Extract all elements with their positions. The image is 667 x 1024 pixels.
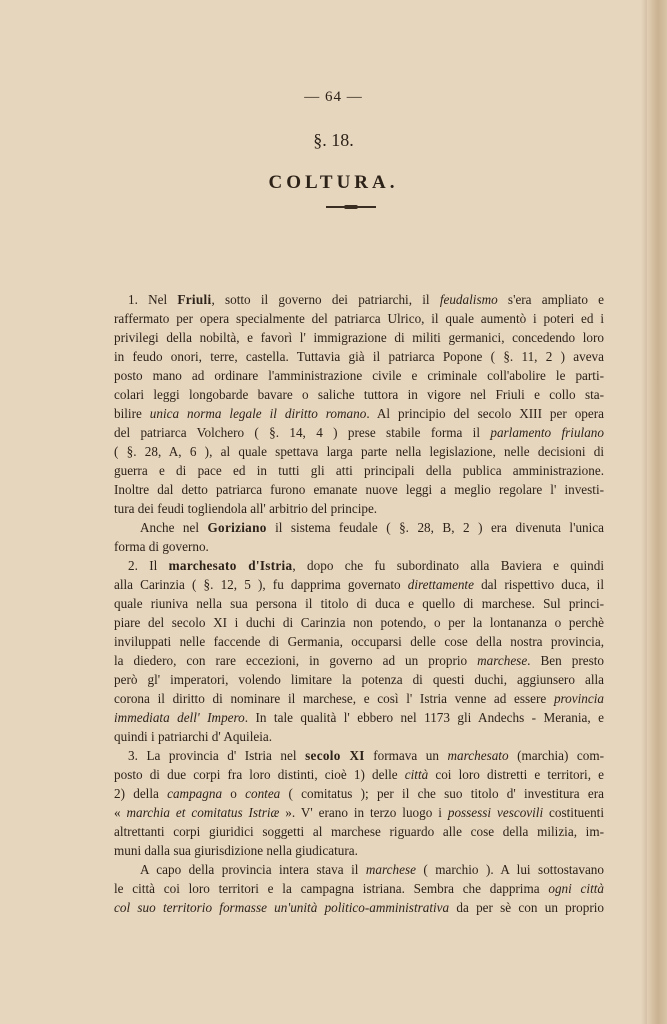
text-run: ( marchio ). A lui sottostavano [415,862,604,877]
text-line [114,613,604,632]
italic-text: immediata dell' Impero [114,710,245,725]
text-run: alla Carinzia ( §. 12, 5 ), fu dapprima governato [114,577,408,592]
text-run: piare del secolo XI i duchi di Carinzia non potendo, o per la lontananza o perchè [114,615,604,630]
text-run: il sistema feudale ( §. 28, B, 2 ) era divenuta l'unica [266,520,604,535]
text-run: corona il diritto di nominare il marchese, e così l' Istria venne ad essere [114,691,554,706]
italic-text: contea [245,786,281,801]
italic-text: unica norma legale il diritto romano [149,406,367,421]
text-run: Inoltre dal detto patriarca furono emanate nuove leggi a meglio regolare l' investi- [114,482,604,497]
text-run: s'era ampliato e [497,292,604,307]
text-line [114,594,604,613]
bold-term: Goriziano [207,520,267,535]
text-run: 3. La provincia d' Istria nel [128,748,306,763]
text-line [114,499,604,518]
text-run: « [114,805,127,820]
text-run: privilegi della nobiltà, e favorì l' immigrazione di militi germanici, concedendo loro [114,330,604,345]
text-run: o [222,786,246,801]
text-run: formava un [364,748,448,763]
text-run: posto di due corpi fra loro distinti, cioè 1) delle [114,767,405,782]
text-line [114,290,604,309]
text-run: però gl' imperatori, volendo limitare la potenza di questi duchi, aggiunsero alla [114,672,604,687]
text-run: 2) della [114,786,168,801]
section-number: §. 18. [313,130,354,150]
text-run: 2. Il [128,558,169,573]
text-run: la diedero, con rare eccezioni, in governo ad un proprio [114,653,478,668]
text-run: tura dei feudi togliendola all' arbitrio del principe. [114,501,378,516]
italic-text: marchesato [447,748,509,763]
text-line [114,404,604,423]
text-line [114,537,604,556]
italic-text: marchia et comitatus Istriæ [126,805,280,820]
text-run: (marchia) com- [508,748,604,763]
text-run: le città coi loro territori e la campagna istriana. Sembra che dapprima [114,881,549,896]
page-number: — 64 — [304,89,363,105]
text-run: Anche nel [140,520,208,535]
text-run: . In tale qualità l' ebbero nel 1173 gli Andechs - Merania, e [244,710,604,725]
text-run: in feudo onori, terre, castella. Tuttavia già il patriarca Popone ( §. 11, 2 ) aveva [114,349,604,364]
text-line [114,860,604,879]
text-line [114,461,604,480]
text-line [114,347,604,366]
italic-text: feudalismo [439,292,498,307]
text-run: forma di governo. [114,539,209,554]
text-run: . Al principio del secolo XIII per opera [366,406,604,421]
text-run: raffermato per opera specialmente del patriarca Ulrico, il quale aumentò i poteri ed i [114,311,604,326]
text-run: 1. Nel [128,292,178,307]
text-run: bilire [114,406,150,421]
italic-text: col suo territorio formasse un'unità politico-amministrativa [114,900,450,915]
text-line [114,632,604,651]
text-run: quindi i patriarchi d' Aquileia. [114,729,273,744]
text-run: colari leggi longobarde bavare o saliche tuttora in vigore nel Friuli e collo sta- [114,387,604,402]
italic-text: campagna [167,786,223,801]
text-line [114,480,604,499]
text-line [114,442,604,461]
text-run: coi loro distretti e territori, e [428,767,604,782]
section-title: COLTURA. [268,172,399,193]
italic-text: provincia [553,691,604,706]
text-line [114,898,604,917]
text-line [114,651,604,670]
text-run: A capo della provincia intera stava il [140,862,366,877]
text-run: posto mano ad ordinare l'amministrazione civile e criminale coll'abolire le parti- [114,368,604,383]
text-run: da per sè con un proprio [449,900,604,915]
italic-text: città [404,767,429,782]
italic-text: possessi vescovili [447,805,544,820]
text-line [114,746,604,765]
text-line [114,556,604,575]
bold-term: Friuli [177,292,212,307]
text-run: costituenti [543,805,604,820]
text-line [114,366,604,385]
text-run: guerra e di pace ed in tutti gli atti principali della publica amministrazione. [114,463,604,478]
text-line [114,309,604,328]
italic-text: marchese [477,653,528,668]
text-run: del patriarca Volchero ( §. 14, 4 ) prese stabile forma il [114,425,491,440]
bold-term: marchesato d'Istria [168,558,293,573]
text-line [114,727,604,746]
text-run: quale riuniva nella sua persona il titolo di duca e quello di marchese. Sul princi- [114,596,604,611]
text-line [114,841,604,860]
text-run: , sotto il governo dei patriarchi, il [211,292,440,307]
text-line [114,518,604,537]
text-line [114,423,604,442]
text-line [114,708,604,727]
text-line [114,803,604,822]
text-line [114,784,604,803]
text-run: ». V' erano in terzo luogo i [279,805,448,820]
page-edge [647,0,667,1024]
text-line [114,765,604,784]
text-line [114,575,604,594]
title-divider [326,206,376,208]
italic-text: parlamento friulano [490,425,604,440]
italic-text: marchese [365,862,416,877]
text-line [114,879,604,898]
text-line [114,385,604,404]
text-line [114,689,604,708]
text-run: ( comitatus ); per il che suo titolo d' investitura era [280,786,604,801]
text-run: , dopo che fu subordinato alla Baviera e quindi [292,558,604,573]
italic-text: ogni città [548,881,604,896]
bold-term: secolo XI [305,748,365,763]
italic-text: direttamente [407,577,474,592]
text-line [114,328,604,347]
text-run: altrettanti corpi giuridici soggetti al marchese riguardo alle cose della milizia, im- [114,824,604,839]
text-run: ( §. 28, A, 6 ), al quale spettava larga parte nella legislazione, nelle decisioni di [114,444,604,459]
text-line [114,670,604,689]
text-run: muni dalla sua giurisdizione nella giudicatura. [114,843,358,858]
text-run: dal rispettivo duca, il [473,577,604,592]
text-run: inviluppati nelle faccende di Germania, occuparsi delle cose della nostra provincia, [114,634,604,649]
text-line [114,822,604,841]
text-run: . Ben presto [527,653,604,668]
body-text [114,290,604,917]
